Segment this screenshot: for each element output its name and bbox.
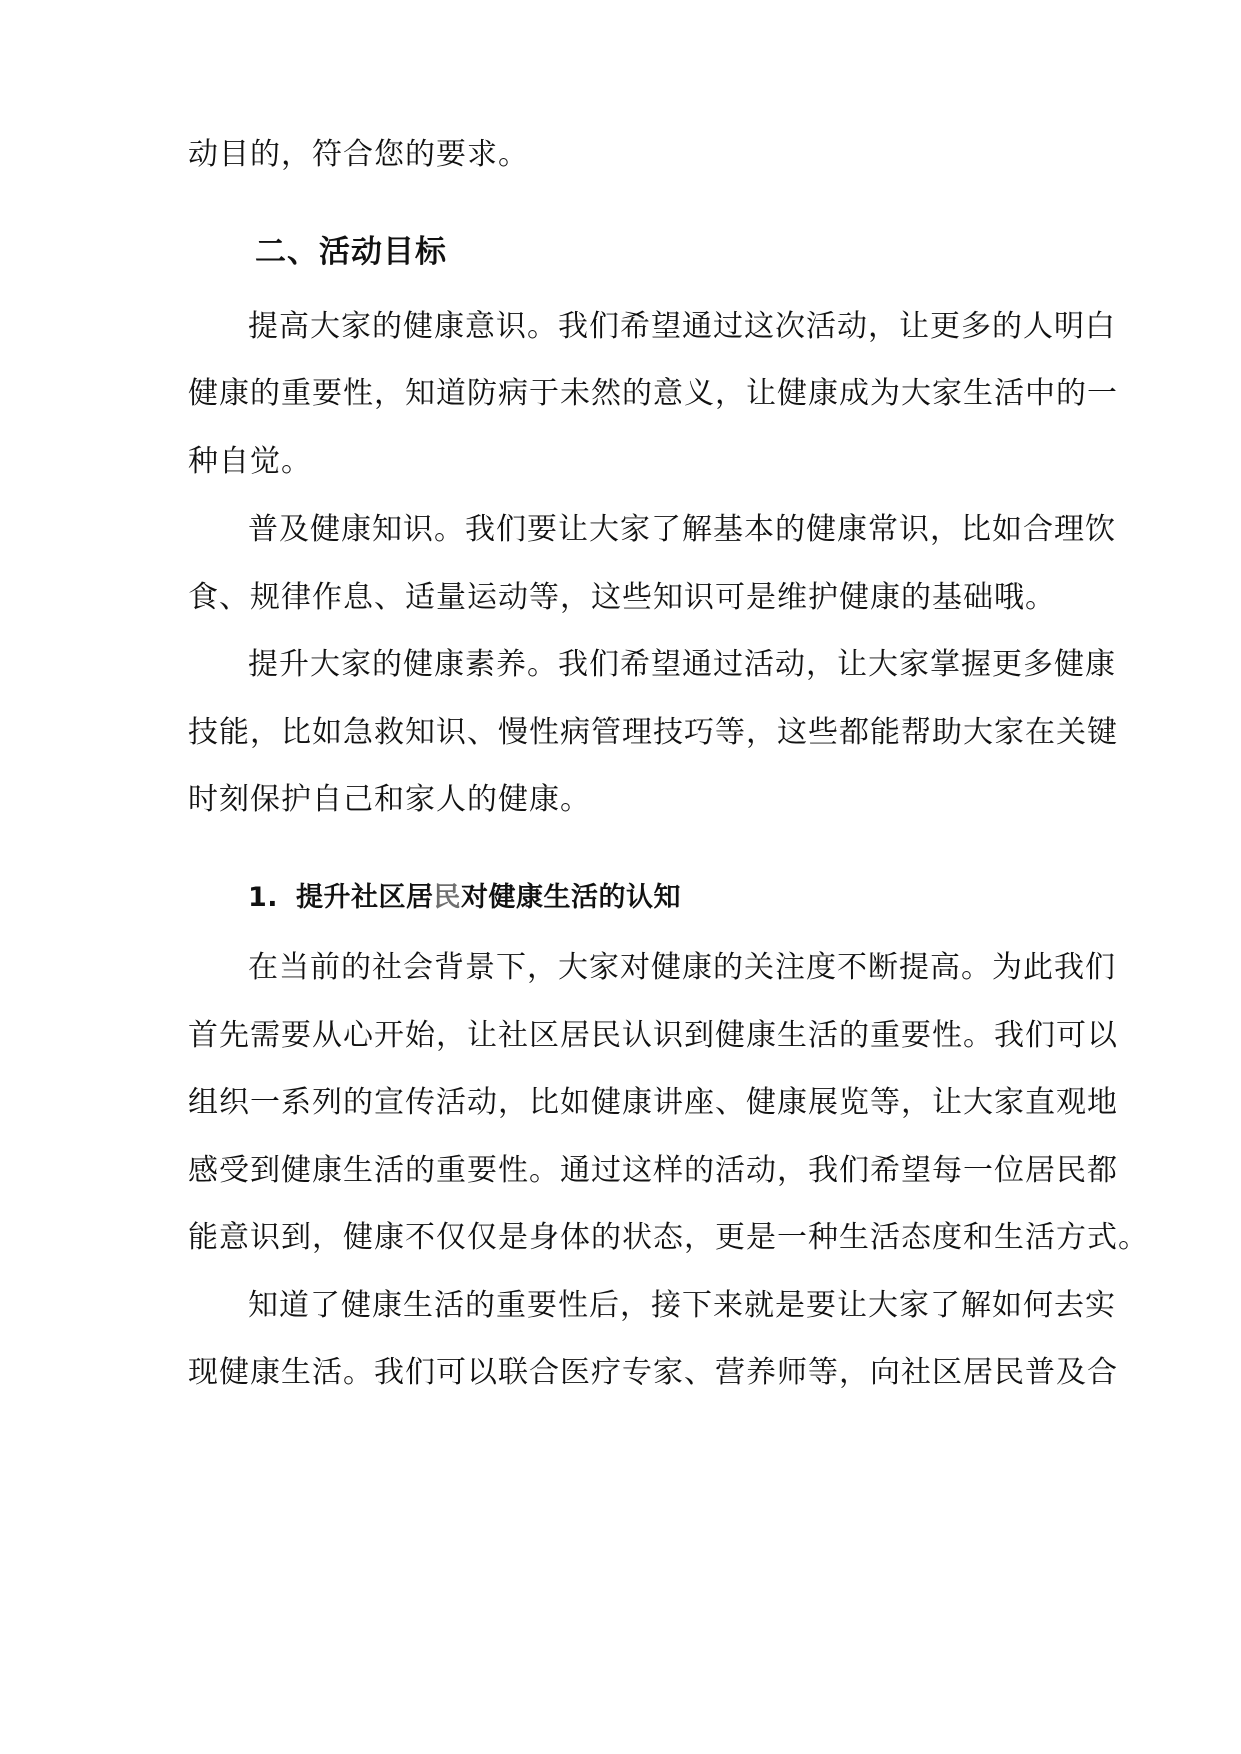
paragraph-line: 技能，比如急救知识、慢性病管理技巧等，这些都能帮助大家在关键 [188,715,1118,750]
paragraph-line: 时刻保护自己和家人的健康。 [188,782,591,817]
paragraph-line: 提升大家的健康素养。我们希望通过活动，让大家掌握更多健康 [248,647,1116,682]
subsection-title-part: 对健康生活的认知 [461,882,682,913]
paragraph-line: 在当前的社会背景下，大家对健康的关注度不断提高。为此我们 [248,950,1116,985]
subsection-number: 1. [248,882,279,913]
subsection-title-part: 民 [433,882,462,913]
paragraph-line: 知道了健康生活的重要性后，接下来就是要让大家了解如何去实 [248,1288,1116,1323]
paragraph-line: 能意识到，健康不仅仅是身体的状态，更是一种生活态度和生活方式。 [188,1220,1149,1255]
intro-tail-line: 动目的，符合您的要求。 [188,137,529,172]
subsection-title-part: 提升社区居 [296,882,434,913]
paragraph-line: 首先需要从心开始，让社区居民认识到健康生活的重要性。我们可以 [188,1018,1118,1053]
paragraph-line: 提高大家的健康意识。我们希望通过这次活动，让更多的人明白 [248,309,1116,344]
paragraph-line: 感受到健康生活的重要性。通过这样的活动，我们希望每一位居民都 [188,1153,1118,1188]
paragraph-line: 健康的重要性，知道防病于未然的意义，让健康成为大家生活中的一 [188,376,1118,411]
paragraph-line: 食、规律作息、适量运动等，这些知识可是维护健康的基础哦。 [188,580,1056,615]
paragraph-line: 组织一系列的宣传活动，比如健康讲座、健康展览等，让大家直观地 [188,1085,1118,1120]
section-2-heading: 二、活动目标 [255,234,447,270]
paragraph-line: 普及健康知识。我们要让大家了解基本的健康常识，比如合理饮 [248,512,1116,547]
subsection-1-heading [248,878,681,918]
paragraph-line: 种自觉。 [188,444,312,479]
paragraph-line: 现健康生活。我们可以联合医疗专家、营养师等，向社区居民普及合 [188,1355,1118,1390]
